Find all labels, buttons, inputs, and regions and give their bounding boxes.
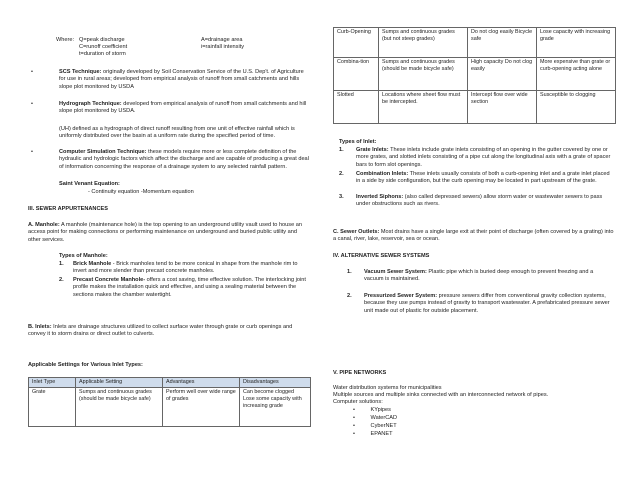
alt2-text: pressure sewers differ from conventional gravity collection systems, because they use pumps instead of gravity to transport wastewater. A prefabricated pressure sewer unit made out of plastic for outside placement. xyxy=(364,293,610,314)
table-cell: Sumps and continuous grades (should be made bicycle safe) xyxy=(76,388,163,427)
computer-sim-item xyxy=(31,149,311,171)
table-header: Applicable Setting xyxy=(76,378,163,388)
solution-item: • EPANET xyxy=(353,431,393,437)
tm2-title: Precast Concrete Manhole- xyxy=(73,277,146,283)
table-row xyxy=(29,388,311,427)
table-cell: Susceptible to clogging xyxy=(537,91,616,124)
inlet-table-left xyxy=(28,377,311,427)
bullet-icon: • xyxy=(353,415,355,421)
solution-item: • WaterCAD xyxy=(353,415,398,421)
inlets-text: Inlets are drainage structures utilized to collect surface water through grate or curb openings and convey it to storm drains or direct outlet to culverts. xyxy=(28,324,293,338)
outlets-paragraph xyxy=(333,229,615,244)
outlets-text: Most drains have a single large exit at their point of discharge (often covered by a grating) into a canal, river, lake, reservoir, sea or ocean. xyxy=(333,229,614,243)
inlet-type-3 xyxy=(339,194,611,209)
inlet-table-right xyxy=(333,27,616,124)
ti2-num: 2. xyxy=(339,171,344,177)
types-manhole-title: Types of Manhole: xyxy=(59,253,108,259)
table-row xyxy=(334,58,616,91)
table-cell: Combina-tion xyxy=(334,58,379,91)
solution-item: • CyberNET xyxy=(353,423,397,429)
types-inlet-title: Types of Inlet: xyxy=(339,139,377,145)
table-cell: Do not clog easily Bicycle safe xyxy=(468,28,537,58)
alt2-num: 2. xyxy=(347,293,352,299)
table-cell: Lose capacity with increasing grade xyxy=(537,28,616,58)
hydro-title: Hydrograph Technique: xyxy=(59,101,122,107)
pipe-networks-line-3: Computer solutions: xyxy=(333,399,383,405)
inlets-paragraph xyxy=(28,324,310,339)
ti1-num: 1. xyxy=(339,147,344,153)
comp-title: Computer Simulation Technique: xyxy=(59,149,147,155)
ti3-title: Inverted Siphons: xyxy=(356,194,404,200)
manhole-type-1 xyxy=(59,261,309,276)
comp-text: these models require more or less complete definition of the hydraulic and hydrologic factors which affect the discharge and are capable of producing a great deal of information concerning the response of a drainage system to any selected rainfall pattern. xyxy=(59,149,309,170)
table-cell: Grate xyxy=(29,388,76,427)
bullet-icon: • xyxy=(353,423,355,429)
table-header: Disadvantages xyxy=(240,378,311,388)
bullet-icon: • xyxy=(31,69,33,75)
where-c: C=runoff coefficient xyxy=(79,44,128,50)
table-cell: Sumps and continuous grades (should be made bicycle safe) xyxy=(379,58,468,91)
bullet-icon: • xyxy=(353,407,355,413)
manhole-text: A manhole (maintenance hole) is the top opening to an underground utility vault used to house an access point for making connections or performing maintenance on underground and buried public utility and other services. xyxy=(28,222,302,243)
inlet-type-2 xyxy=(339,171,611,186)
table-cell: Perform well over wide range of grades xyxy=(163,388,240,427)
hydrograph-item xyxy=(31,101,311,116)
where-q: Q=peak discharge xyxy=(79,37,125,43)
pipe-networks-line-1: Water distribution systems for municipalities xyxy=(333,385,442,391)
sv-title: Saint Venant Equation: xyxy=(59,181,120,187)
alt-system-2 xyxy=(347,293,613,315)
alt1-num: 1. xyxy=(347,269,352,275)
ti1-title: Grate Inlets: xyxy=(356,147,389,153)
manhole-type-2 xyxy=(59,277,309,299)
table-cell: Intercept flow over wide section xyxy=(468,91,537,124)
section-5-title: V. PIPE NETWORKS xyxy=(333,370,387,376)
table-cell: High capacity Do not clog easily xyxy=(468,58,537,91)
scs-title: SCS Technique: xyxy=(59,69,102,75)
manhole-paragraph xyxy=(28,222,310,244)
section-3-title: III. SEWER APPURTENANCES xyxy=(28,206,108,212)
tm1-text: - Brick manholes tend to be more conical in shape from the manhole rim to invert and more slender than precast concrete manholes. xyxy=(73,261,298,275)
alt-system-1 xyxy=(347,269,613,284)
inlet-type-1 xyxy=(339,147,611,169)
bullet-icon: • xyxy=(31,101,33,107)
ti3-num: 3. xyxy=(339,194,344,200)
uh-paragraph: (UH) defined as a hydrograph of direct runoff resulting from one unit of effective rainfall which is uniformly distributed over the basin at a uniform rate during the specified period of time. xyxy=(59,126,295,140)
hydro-text: developed from empirical analysis of runoff from small catchments and hill slope plot monitored by USDA. xyxy=(59,101,307,115)
alt2-title: Pressurized Sewer System: xyxy=(364,293,438,299)
tm2-text: offers a cost saving, time effective solution. The interlocking joint profile makes the installation quick and effective, and using a sealing material between the sections makes the chamber watertight. xyxy=(73,277,306,298)
table-header-row xyxy=(29,378,311,388)
settings-title: Applicable Settings for Various Inlet Types: xyxy=(28,362,143,368)
ti1-text: These inlets include grate inlets consisting of an opening in the gutter covered by one or more grates, and slotted inlets consisting of a pipe cut along the longitudinal axis with a grate of spacer bars to form slot openings. xyxy=(356,147,611,168)
where-t: t=duration of storm xyxy=(79,51,126,57)
table-header: Inlet Type xyxy=(29,378,76,388)
where-i: i=rainfall intensity xyxy=(201,44,245,50)
tm2-num: 2. xyxy=(59,277,64,283)
table-cell: Locations where sheet flow must be intercepted. xyxy=(379,91,468,124)
solution-item: • KYpipes xyxy=(353,407,391,413)
table-cell: Curb-Opening xyxy=(334,28,379,58)
manhole-label: A. Manhole: xyxy=(28,222,60,228)
where-a: A=drainage area xyxy=(201,37,243,43)
ti2-text: These inlets usually consists of both a curb-opening inlet and a grate inlet placed in a side by side configuration, but the curb opening may be located in part upstream of the grate. xyxy=(356,171,610,185)
table-cell: Can become clogged Lose some capacity with increasing grade xyxy=(240,388,311,427)
table-cell: Slotted xyxy=(334,91,379,124)
ti2-title: Combination Inlets: xyxy=(356,171,409,177)
pipe-networks-line-2: Multiple sources and multiple sinks connected with an interconnected network of pipes. xyxy=(333,392,549,398)
sv-text: - Continuity equation -Momentum equation xyxy=(88,189,194,195)
scs-item xyxy=(31,69,311,91)
bullet-icon: • xyxy=(353,431,355,437)
tm1-title: Brick Manhole xyxy=(73,261,112,267)
table-cell: Sumps and continuous grades (but not steep grades) xyxy=(379,28,468,58)
bullet-icon: • xyxy=(31,149,33,155)
alt1-title: Vacuum Sewer System: xyxy=(364,269,427,275)
alt1-text: Plastic pipe which is buried deep enough to prevent freezing and a vacuum is maintained. xyxy=(364,269,594,283)
where-label: Where: xyxy=(56,37,75,43)
table-row xyxy=(334,28,616,58)
scs-text: originally developed by Soil Conservation Service of the U.S. Dep't. of Agriculture for use in rural areas; developed from empirical analysis of runoff from small catchments and hills slope plot monitored by USDA xyxy=(59,69,304,90)
ti3-text: (also called depressed sewers) allow storm water or wastewater sewers to pass under obstructions such as rivers. xyxy=(356,194,603,208)
outlets-label: C. Sewer Outlets: xyxy=(333,229,380,235)
inlets-label: B. Inlets: xyxy=(28,324,52,330)
section-4-title: IV. ALTERNATIVE SEWER SYSTEMS xyxy=(333,253,430,259)
tm1-num: 1. xyxy=(59,261,64,267)
table-row xyxy=(334,91,616,124)
table-cell: More expensive than grate or curb-opening acting alone xyxy=(537,58,616,91)
table-header: Advantages xyxy=(163,378,240,388)
